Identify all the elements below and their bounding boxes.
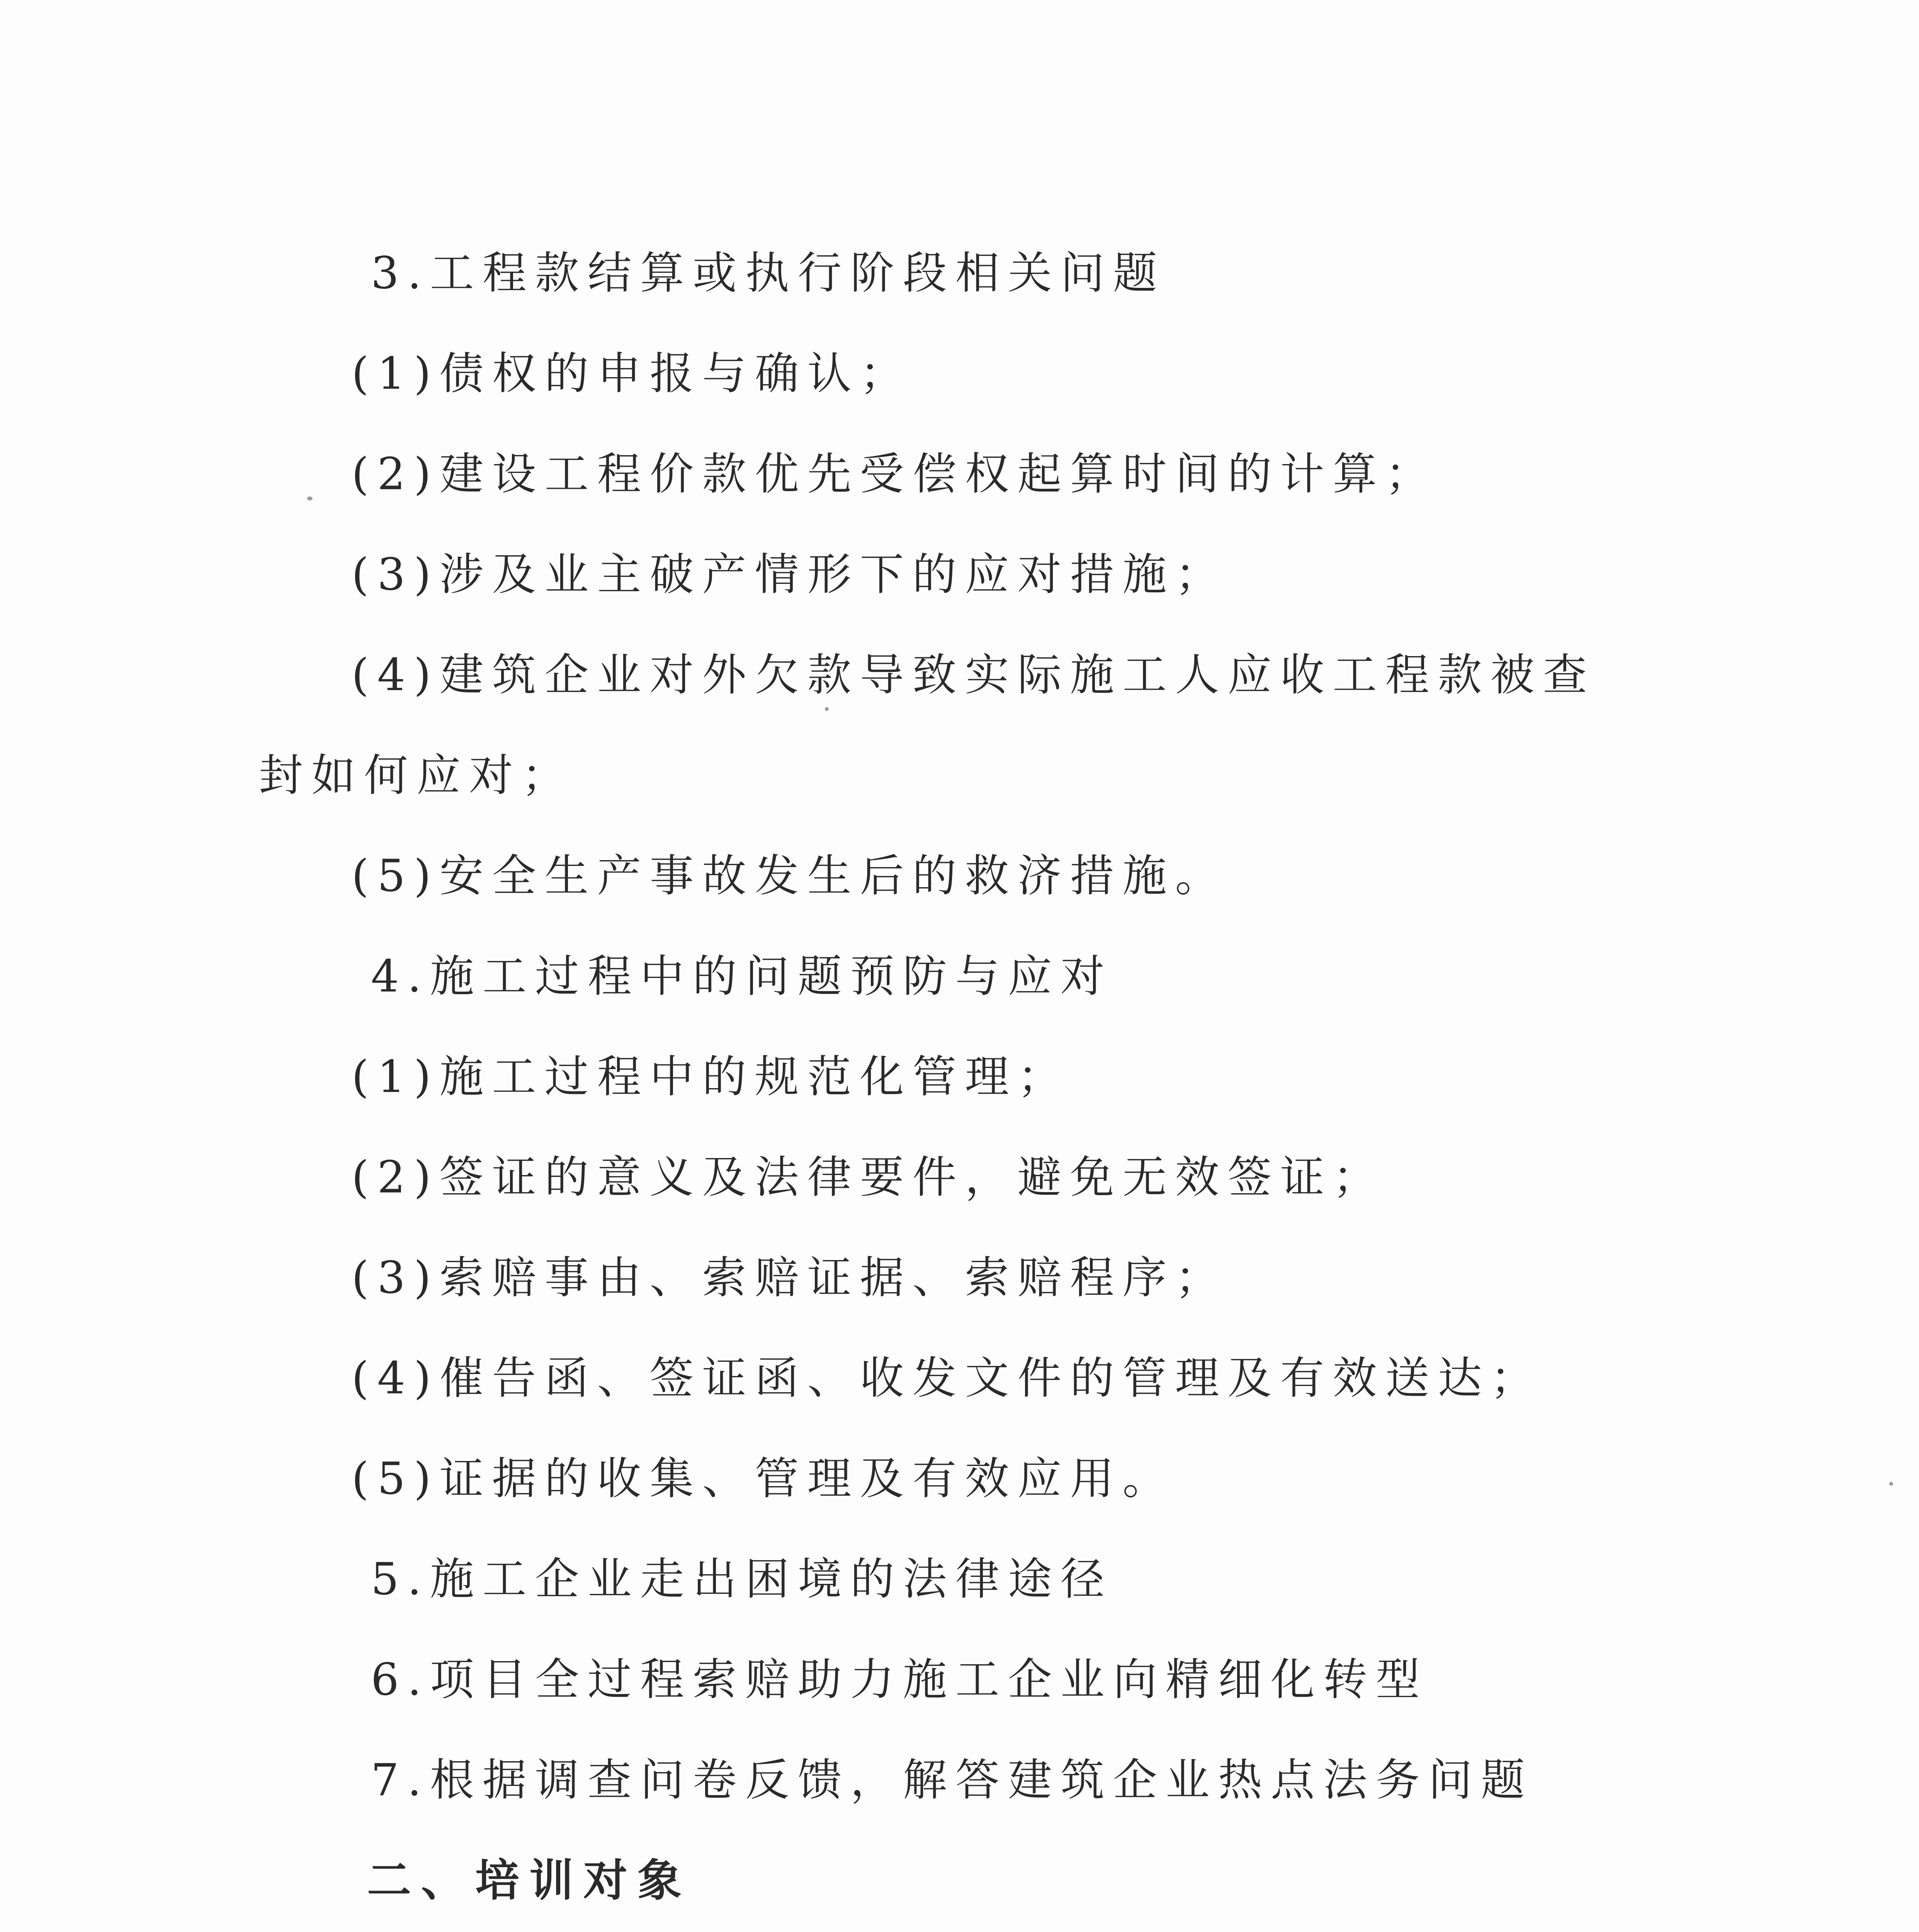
section-3-item-4-continued: 封如何应对； <box>259 750 575 801</box>
section-3-item-4: (4)建筑企业对外欠款导致实际施工人应收工程款被查 <box>352 649 1596 701</box>
section-3-item-5: (5)安全生产事故发生后的救济措施。 <box>352 850 1228 901</box>
section-4-item-1: (1)施工过程中的规范化管理； <box>352 1051 1070 1102</box>
section-3-title: 3.工程款结算或执行阶段相关问题 <box>371 247 1166 299</box>
section-3-item-1: (1)债权的申报与确认； <box>352 348 913 399</box>
section-4-item-2: (2)签证的意义及法律要件，避免无效签证； <box>352 1151 1385 1203</box>
section-4-item-4: (4)催告函、签证函、收发文件的管理及有效送达； <box>352 1352 1543 1404</box>
section-7-title: 7.根据调查问卷反馈，解答建筑企业热点法务问题 <box>371 1754 1533 1806</box>
section-4-title: 4.施工过程中的问题预防与应对 <box>371 951 1113 1002</box>
scan-speck <box>1889 1482 1893 1486</box>
heading-training-audience: 二、培训对象 <box>367 1855 692 1906</box>
scan-speck <box>825 707 829 711</box>
scan-speck <box>307 497 313 500</box>
section-4-item-5: (5)证据的收集、管理及有效应用。 <box>352 1453 1175 1504</box>
section-4-item-3: (3)索赔事由、索赔证据、索赔程序； <box>352 1252 1228 1303</box>
section-3-item-3: (3)涉及业主破产情形下的应对措施； <box>352 549 1228 600</box>
section-6-title: 6.项目全过程索赔助力施工企业向精细化转型 <box>371 1654 1428 1705</box>
section-3-item-2: (2)建设工程价款优先受偿权起算时间的计算； <box>352 448 1438 500</box>
section-5-title: 5.施工企业走出困境的法律途径 <box>371 1553 1113 1605</box>
